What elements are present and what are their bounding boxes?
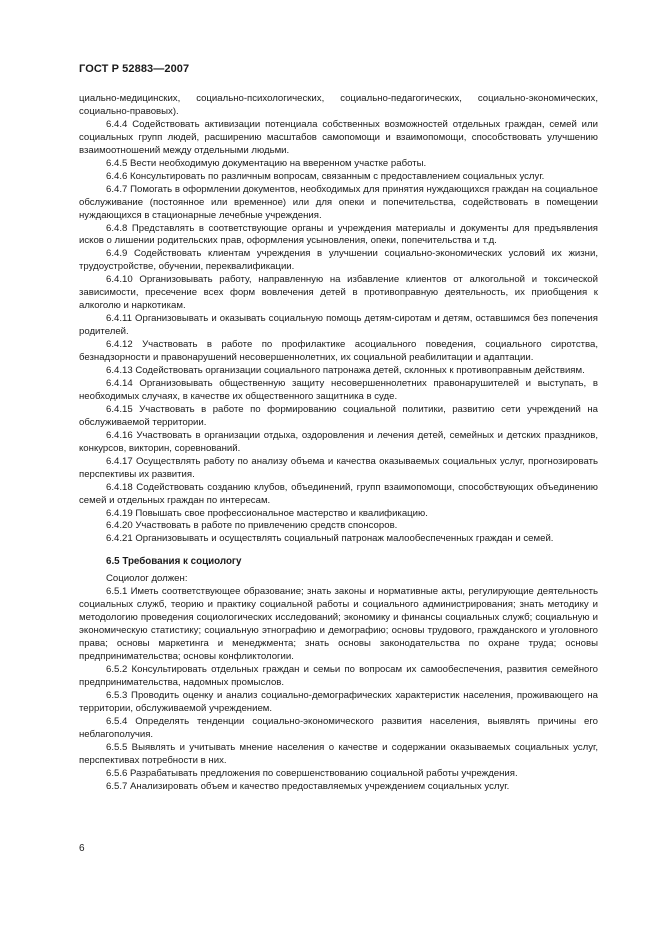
document-header: ГОСТ Р 52883—2007	[79, 63, 190, 75]
paragraph-6-4-5: 6.4.5 Вести необходимую документацию на вверенном участке работы.	[106, 157, 427, 169]
paragraph-6-4-7: 6.4.7 Помогать в оформлении документов, необходимых для принятия нуждающихся граждан на социальное обслуживание (постоянное или временное) или для опеки и попечительства, содействовать в помещении нуждающихся в стационарные лечебные учреждения.	[79, 183, 598, 221]
paragraph-6-5-2: 6.5.2 Консультировать отдельных граждан и семьи по вопросам их самообеспечения, развития семейного предпринимательства, надомных промыслов.	[79, 663, 598, 688]
paragraph-6-4-10: 6.4.10 Организовывать работу, направленную на избавление клиентов от алкогольной и токсической зависимости, пресечение всех форм вовлечения детей в противоправную деятельность, их приобщения к алкоголю и наркотикам.	[79, 274, 598, 312]
paragraph-6-4-14: 6.4.14 Организовывать общественную защиту несовершеннолетних правонарушителей и выступать, в необходимых случаях, в качестве их общественного защитника в суде.	[79, 377, 598, 402]
paragraph-6-4-18: 6.4.18 Содействовать созданию клубов, объединений, групп взаимопомощи, способствующих объединению семей и отдельных граждан по интересам.	[79, 481, 598, 506]
paragraph-6-4-9: 6.4.9 Содействовать клиентам учреждения в улучшении социально-экономических условий их жизни, трудоустройстве, обучении, переквалификации.	[79, 248, 598, 273]
section-heading: 6.5 Требования к социологу	[106, 556, 242, 568]
paragraph-6-4-6: 6.4.6 Консультировать по различным вопросам, связанным с предоставлением социальных услуг.	[106, 170, 545, 182]
paragraph-6-5-7: 6.5.7 Анализировать объем и качество предоставляемых учреждением социальных услуг.	[106, 780, 510, 792]
paragraph-6-4-4: 6.4.4 Содействовать активизации потенциала собственных возможностей отдельных граждан, семей или социальных групп людей, расширению масштабов самопомощи и взаимопомощи, способствовать улучшению взаимоотношений между отдельными людьми.	[79, 118, 598, 156]
paragraph-6-5-4: 6.5.4 Определять тенденции социально-экономического развития населения, выявлять причины его неблагополучия.	[79, 715, 598, 740]
paragraph-6-4-8: 6.4.8 Представлять в соответствующие органы и учреждения материалы и документы для предъявления исков о лишении родительских прав, оформления усыновления, опеки, попечительства и т.д.	[79, 222, 598, 247]
paragraph-intro: Социолог должен:	[106, 573, 188, 585]
paragraph-6-4-16: 6.4.16 Участвовать в организации отдыха, оздоровления и лечения детей, семейных и детских праздников, конкурсов, викторин, соревнований.	[79, 429, 598, 454]
paragraph-6-4-15: 6.4.15 Участвовать в работе по формированию социальной политики, развитию сети учреждений на обслуживаемой территории.	[79, 403, 598, 428]
paragraph-6-4-12: 6.4.12 Участвовать в работе по профилактике асоциального поведения, социального сиротства, безнадзорности и правонарушений несовершеннолетних, их социальной реабилитации и адаптации.	[79, 339, 598, 364]
paragraph-6-4-21: 6.4.21 Организовывать и осуществлять социальный патронаж малообеспеченных граждан и семей.	[106, 533, 554, 545]
paragraph-6-5-6: 6.5.6 Разрабатывать предложения по совершенствованию социальной работы учреждения.	[106, 767, 518, 779]
paragraph-6-5-3: 6.5.3 Проводить оценку и анализ социально-демографических характеристик населения, проживающего на территории, обслуживаемой учреждением.	[79, 689, 598, 714]
paragraph-6-4-11: 6.4.11 Организовывать и оказывать социальную помощь детям-сиротам и детям, оставшимся без попечения родителей.	[79, 313, 598, 338]
paragraph-continuation: циально-медицинских, социально-психологических, социально-педагогических, социально-экономических, социально-правовых).	[79, 93, 598, 117]
paragraph-6-5-1: 6.5.1 Иметь соответствующее образование; знать законы и нормативные акты, регулирующие деятельность социальных служб, теорию и практику социальной работы и социального администрирования; знать методику и методологию проведения социологических исследований; экономику и финансы социальных служб; социальную и экономическую статистику; социальную этнографию и демографию; основы трудового, гражданского и уголовного права; основы маркетинга и менеджмента; знать основы законодательства по охране труда; основы предпринимательства; основы конфликтологии.	[79, 586, 598, 663]
paragraph-6-5-5: 6.5.5 Выявлять и учитывать мнение населения о качестве и содержании оказываемых социальных услуг, перспективах потребности в них.	[79, 741, 598, 766]
paragraph-6-4-19: 6.4.19 Повышать свое профессиональное мастерство и квалификацию.	[106, 507, 428, 519]
paragraph-6-4-20: 6.4.20 Участвовать в работе по привлечению средств спонсоров.	[106, 520, 398, 532]
page-number: 6	[79, 843, 85, 854]
document-body	[79, 93, 598, 794]
paragraph-6-4-13: 6.4.13 Содействовать организации социального патронажа детей, склонных к противоправным действиям.	[106, 365, 585, 377]
paragraph-6-4-17: 6.4.17 Осуществлять работу по анализу объема и качества оказываемых социальных услуг, прогнозировать перспективы их развития.	[79, 455, 598, 480]
